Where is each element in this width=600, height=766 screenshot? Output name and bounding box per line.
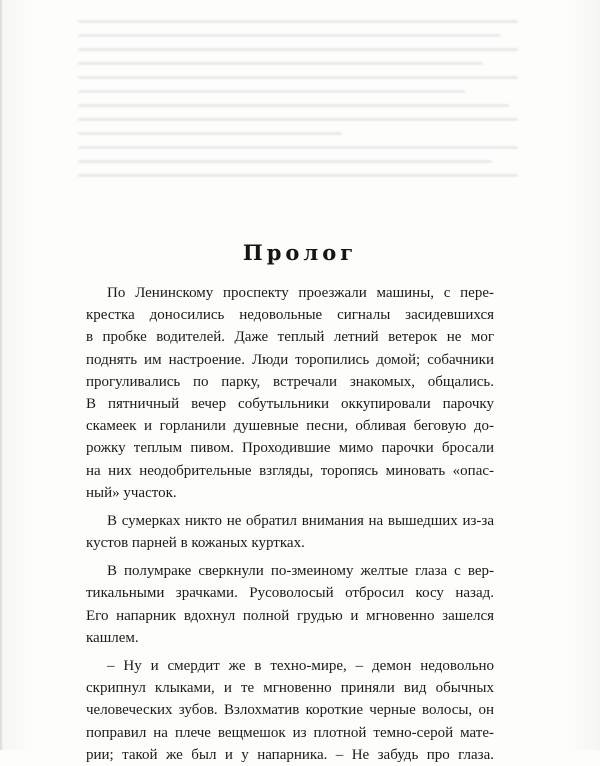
text-line: В пятничный вечер собутыльники оккупировали парочку	[86, 395, 494, 412]
text-line: в пробке водителей. Даже теплый летний ветерок не мог	[86, 329, 494, 346]
paragraph	[86, 282, 494, 504]
page-spine-shadow	[0, 0, 4, 750]
text-line: В сумерках никто не обратил внимания на вышедших из-за	[107, 512, 494, 529]
text-line: на них неодобрительные взгляды, торопясь миновать «опас-	[86, 462, 494, 479]
text-line: рии; такой же был и у напарника. – Не забудь про глаза.	[86, 746, 494, 763]
text-line: В полумраке сверкнули по-змеиному желтые глаза с вер-	[107, 563, 494, 580]
paragraph	[86, 560, 494, 649]
text-line: Его напарник вдохнул полной грудью и мгновенно зашелся	[86, 607, 494, 624]
paragraph	[86, 510, 494, 554]
reverse-page-bleed-through	[78, 20, 518, 220]
text-line: – Ну и смердит же в техно-мире, – демон недовольно	[107, 658, 494, 674]
text-line: поднять им настроение. Люди торопились домой; собачники	[86, 351, 494, 368]
text-line: скамеек и горланили душевные песни, обливая беговую до-	[86, 418, 494, 435]
chapter-title: Пролог	[242, 240, 358, 265]
text-line: По Ленинскому проспекту проезжали машины, с пере-	[107, 285, 494, 301]
text-line: тикальными зрачками. Русоволосый отбросил косу назад.	[86, 585, 494, 602]
text-line: ный» участок.	[86, 484, 177, 501]
text-line: крестка доносились недовольные сигналы засидевшихся	[86, 307, 494, 324]
text-line: поправил на плече вещмешок из плотной темно-серой мате-	[86, 724, 494, 741]
text-line: человеческих зубов. Взлохматив короткие черные волосы, он	[86, 702, 494, 719]
text-line: скрипнул клыками, и те мгновенно приняли вид обычных	[86, 680, 494, 697]
text-line: кашлем.	[86, 629, 139, 646]
text-line: кустов парней в кожаных куртках.	[86, 535, 305, 552]
text-line: рожку теплым пивом. Проходившие мимо парочки бросали	[86, 440, 494, 457]
chapter-body	[86, 282, 494, 766]
paragraph	[86, 655, 494, 766]
text-line: прогуливались по парку, встречали знакомых, общались.	[86, 373, 494, 390]
